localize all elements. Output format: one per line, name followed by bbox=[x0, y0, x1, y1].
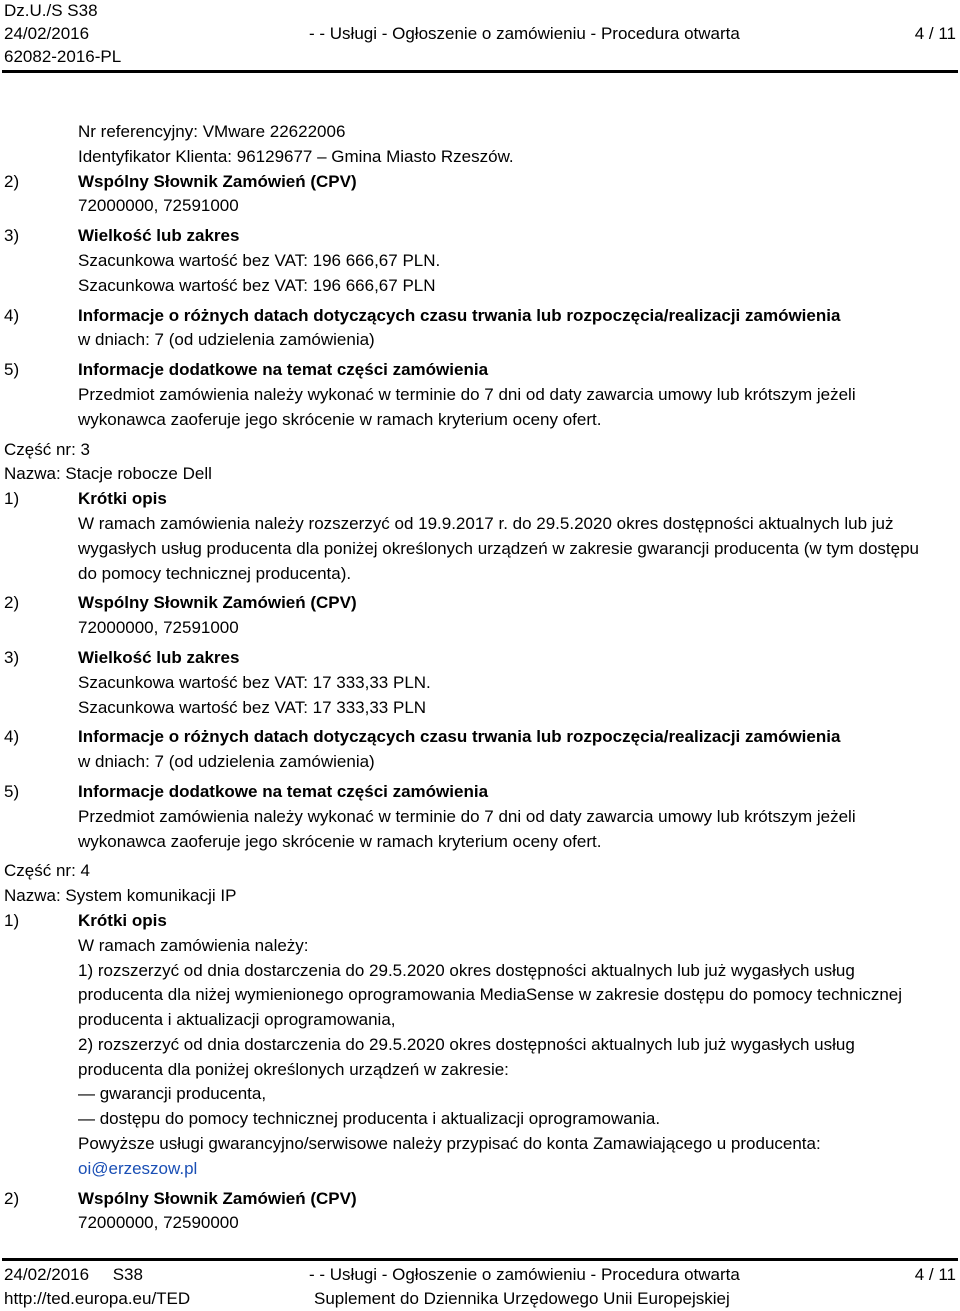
header-page-number: 4 / 11 bbox=[914, 24, 956, 43]
estimated-value: Szacunkowa wartość bez VAT: 17 333,33 PLN bbox=[78, 697, 427, 717]
header-date: 24/02/2016 bbox=[4, 24, 90, 43]
footer-date-journal: 24/02/2016 S38 bbox=[4, 1265, 143, 1284]
section-number: 3) bbox=[4, 647, 20, 667]
section-title: Wspólny Słownik Zamówień (CPV) bbox=[78, 593, 357, 613]
section-number: 3) bbox=[4, 226, 20, 246]
description-line: wygasłych usług producenta dla poniżej określonych urządzeń w zakresie gwarancji producenta (w tym dostępu bbox=[78, 538, 920, 558]
section-title: Informacje dodatkowe na temat części zamówienia bbox=[78, 781, 489, 801]
cpv-codes: 72000000, 72591000 bbox=[78, 618, 239, 638]
section-number: 5) bbox=[4, 360, 20, 380]
reference-number: Nr referencyjny: VMware 22622006 bbox=[78, 122, 346, 141]
section-number: 1) bbox=[4, 489, 20, 509]
part4-label: Część nr: 4 bbox=[4, 861, 90, 881]
description-line: — dostępu do pomocy technicznej producenta i aktualizacji oprogramowania. bbox=[78, 1109, 661, 1129]
description-line: W ramach zamówienia należy: bbox=[78, 935, 309, 955]
part3-additional-info-section bbox=[4, 780, 956, 854]
section-title: Informacje o różnych datach dotyczących czasu trwania lub rozpoczęcia/realizacji zamówienia bbox=[78, 305, 841, 325]
cpv-codes: 72000000, 72590000 bbox=[78, 1213, 239, 1233]
estimated-value: Szacunkowa wartość bez VAT: 196 666,67 PLN. bbox=[78, 250, 441, 270]
cpv-codes: 72000000, 72591000 bbox=[78, 196, 239, 216]
part2-cpv-section bbox=[4, 170, 956, 220]
section-title: Krótki opis bbox=[78, 489, 167, 509]
doc-id: 62082-2016-PL bbox=[4, 47, 122, 66]
part3-cpv-section bbox=[4, 591, 956, 641]
description-line: — gwarancji producenta, bbox=[78, 1084, 267, 1104]
section-number: 4) bbox=[4, 727, 20, 747]
description-line: do pomocy technicznej producenta). bbox=[78, 563, 352, 583]
header-title: - - Usługi - Ogłoszenie o zamówieniu - Procedura otwarta bbox=[309, 24, 740, 43]
section-number: 2) bbox=[4, 1188, 20, 1208]
section-title: Wspólny Słownik Zamówień (CPV) bbox=[78, 171, 357, 191]
section-number: 4) bbox=[4, 305, 20, 325]
part2-scope-section bbox=[4, 224, 956, 298]
journal-ref: Dz.U./S S38 bbox=[4, 1, 98, 20]
description-line: Powyższe usługi gwarancyjno/serwisowe należy przypisać do konta Zamawiającego u producenta: bbox=[78, 1134, 821, 1154]
footer-supplement: Suplement do Dziennika Urzędowego Unii Europejskiej bbox=[314, 1289, 730, 1308]
page-header bbox=[4, 0, 956, 72]
client-id: Identyfikator Klienta: 96129677 – Gmina Miasto Rzeszów. bbox=[78, 146, 514, 166]
section-number: 1) bbox=[4, 910, 20, 930]
document-body bbox=[4, 120, 956, 1236]
section-title: Wspólny Słownik Zamówień (CPV) bbox=[78, 1188, 357, 1208]
description-line: 1) rozszerzyć od dnia dostarczenia do 29.5.2020 okres dostępności aktualnych lub już wygasłych usług bbox=[78, 960, 855, 980]
duration-text: w dniach: 7 (od udzielenia zamówienia) bbox=[78, 330, 375, 350]
additional-info-text: wykonawca zaoferuje jego skrócenie w ramach kryterium oceny ofert. bbox=[78, 831, 602, 851]
section-title: Informacje dodatkowe na temat części zamówienia bbox=[78, 360, 489, 380]
footer-url: http://ted.europa.eu/TED bbox=[4, 1289, 191, 1308]
duration-text: w dniach: 7 (od udzielenia zamówienia) bbox=[78, 752, 375, 772]
section-title: Informacje o różnych datach dotyczących czasu trwania lub rozpoczęcia/realizacji zamówienia bbox=[78, 727, 841, 747]
description-line: producenta i aktualizacji oprogramowania, bbox=[78, 1010, 396, 1030]
section-number: 2) bbox=[4, 593, 20, 613]
part4-description-section bbox=[4, 909, 956, 1182]
footer-divider bbox=[2, 1258, 958, 1261]
footer-page-number: 4 / 11 bbox=[914, 1265, 956, 1284]
description-line: producenta dla poniżej określonych urządzeń w zakresie: bbox=[78, 1059, 509, 1079]
estimated-value: Szacunkowa wartość bez VAT: 196 666,67 PLN bbox=[78, 275, 436, 295]
part4-cpv-section bbox=[4, 1187, 956, 1237]
email-link[interactable]: oi@erzeszow.pl bbox=[78, 1158, 198, 1178]
part4-name: Nazwa: System komunikacji IP bbox=[4, 886, 237, 906]
part3-scope-section bbox=[4, 646, 956, 720]
part3-label: Część nr: 3 bbox=[4, 439, 90, 459]
part3-name: Nazwa: Stacje robocze Dell bbox=[4, 464, 212, 484]
additional-info-text: Przedmiot zamówienia należy wykonać w terminie do 7 dni od daty zawarcia umowy lub krótszym jeżeli bbox=[78, 384, 856, 404]
description-line: 2) rozszerzyć od dnia dostarczenia do 29.5.2020 okres dostępności aktualnych lub już wygasłych usług bbox=[78, 1034, 855, 1054]
section-number: 2) bbox=[4, 171, 20, 191]
section-title: Wielkość lub zakres bbox=[78, 226, 240, 246]
section-title: Wielkość lub zakres bbox=[78, 647, 240, 667]
part2-dates-section bbox=[4, 304, 956, 354]
additional-info-text: wykonawca zaoferuje jego skrócenie w ramach kryterium oceny ofert. bbox=[78, 409, 602, 429]
header-divider bbox=[2, 70, 958, 73]
additional-info-text: Przedmiot zamówienia należy wykonać w terminie do 7 dni od daty zawarcia umowy lub krótszym jeżeli bbox=[78, 806, 856, 826]
section-title: Krótki opis bbox=[78, 910, 167, 930]
description-line: W ramach zamówienia należy rozszerzyć od 19.9.2017 r. do 29.5.2020 okres dostępności aktualnych lub już bbox=[78, 513, 894, 533]
section-number: 5) bbox=[4, 781, 20, 801]
footer-title: - - Usługi - Ogłoszenie o zamówieniu - Procedura otwarta bbox=[309, 1265, 740, 1284]
part3-dates-section bbox=[4, 725, 956, 775]
estimated-value: Szacunkowa wartość bez VAT: 17 333,33 PLN. bbox=[78, 672, 431, 692]
part3-description-section bbox=[4, 487, 956, 586]
description-line: producenta dla niżej wymienionego oprogramowania MediaSense w zakresie dostępu do pomocy technicznej bbox=[78, 985, 903, 1005]
part2-additional-info-section bbox=[4, 358, 956, 432]
